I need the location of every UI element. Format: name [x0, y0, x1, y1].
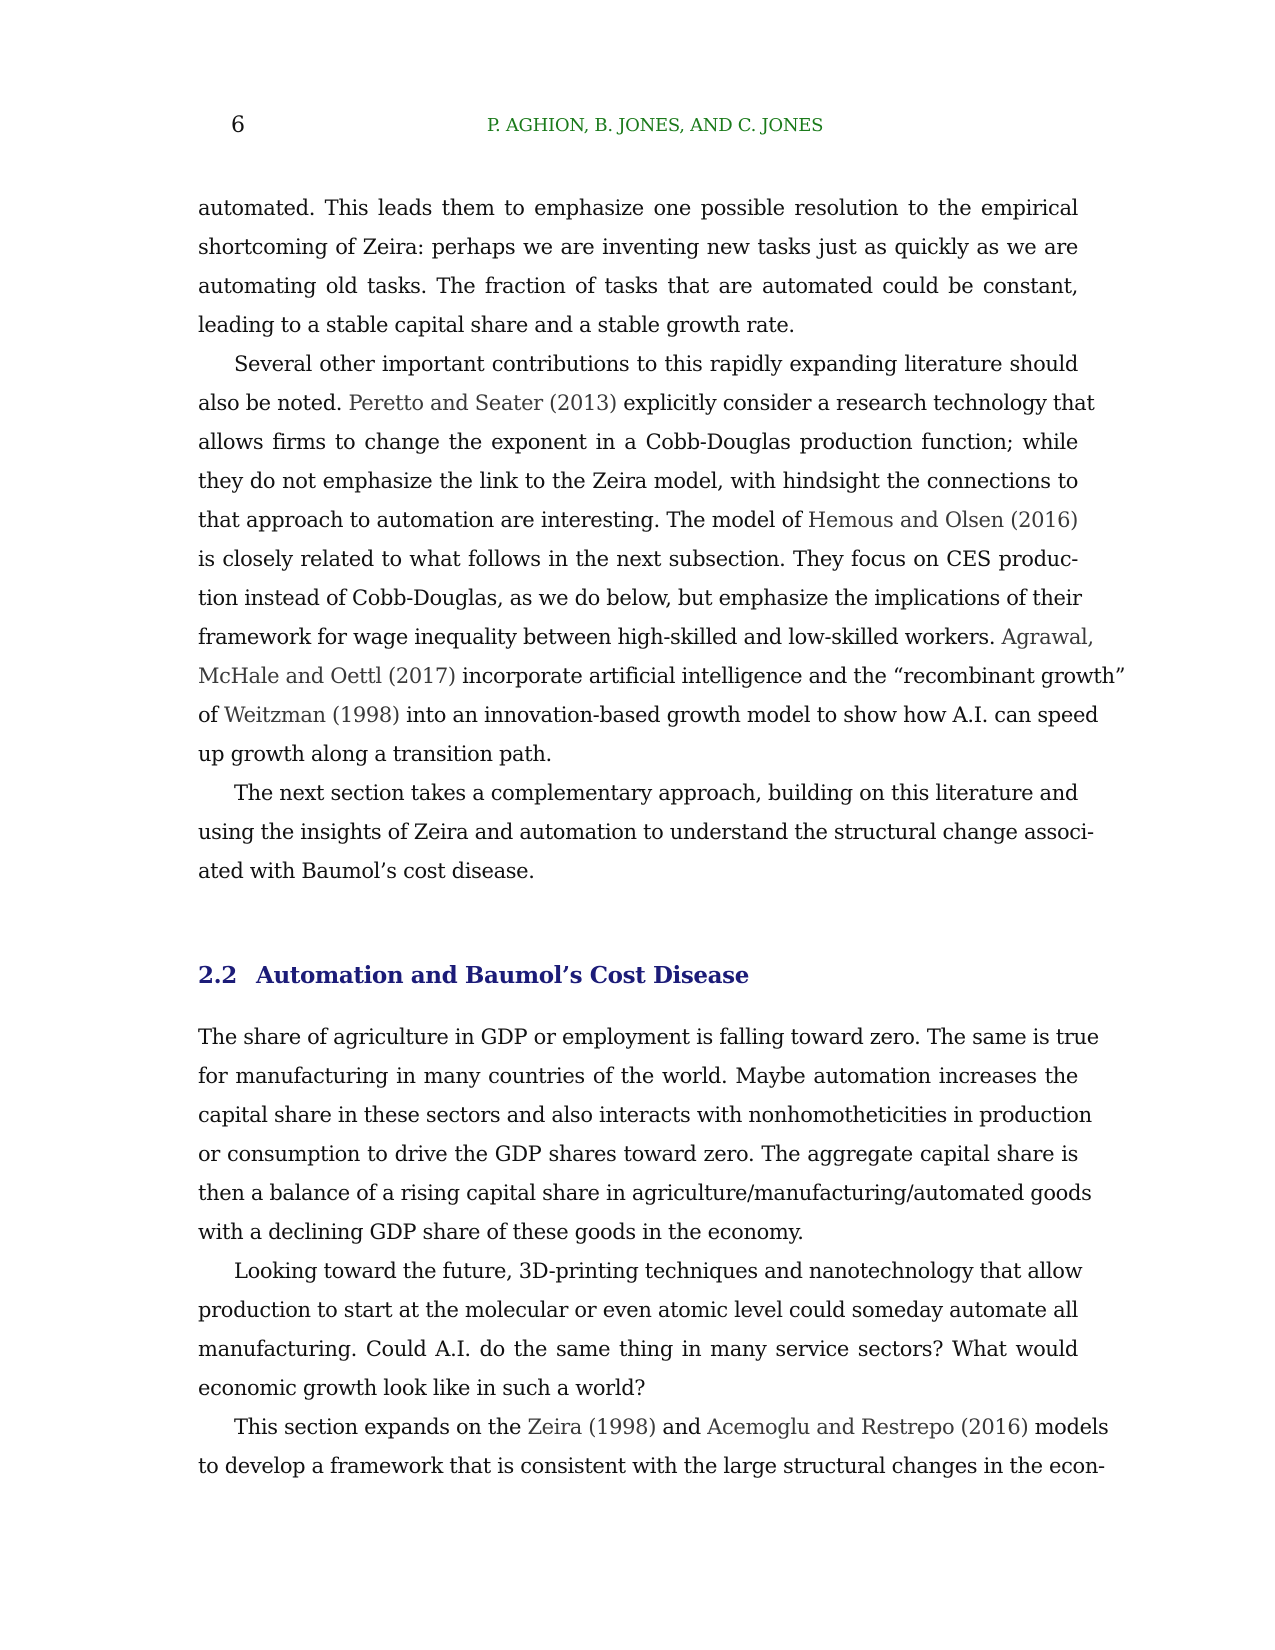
text-line: to develop a framework that is consistent with the large structural changes in the econ-	[198, 1454, 1105, 1478]
page-header	[0, 113, 1275, 143]
citation-link[interactable]: Weitzman (1998)	[224, 703, 400, 727]
citation-link[interactable]: Agrawal,	[1001, 625, 1094, 649]
page-number: 6	[231, 113, 245, 138]
text-line: allows firms to change the exponent in a Cobb-Douglas production function; while	[198, 430, 1078, 454]
text: framework for wage inequality between high-skilled and low-skilled workers.	[198, 625, 1002, 649]
text-line: tion instead of Cobb-Douglas, as we do below, but emphasize the implications of their	[198, 586, 1082, 610]
citation-link[interactable]: McHale and Oettl (2017)	[198, 664, 456, 688]
text-line	[198, 501, 1078, 540]
text-line: then a balance of a rising capital share in agriculture/manufacturing/automated goods	[198, 1181, 1092, 1205]
running-head: P. AGHION, B. JONES, AND C. JONES	[486, 115, 824, 136]
text-line: The share of agriculture in GDP or employment is falling toward zero. The same is true	[198, 1025, 1099, 1049]
text-line: they do not emphasize the link to the Zeira model, with hindsight the connections to	[198, 469, 1078, 493]
text: incorporate artificial intelligence and the “recombinant growth”	[455, 664, 1126, 688]
text: models	[1028, 1415, 1109, 1439]
text: into an innovation-based growth model to show how A.I. can speed	[399, 703, 1099, 727]
text-line: manufacturing. Could A.I. do the same thing in many service sectors? What would	[198, 1337, 1078, 1361]
body-text-before-section	[198, 189, 1126, 891]
text-line: or consumption to drive the GDP shares toward zero. The aggregate capital share is	[198, 1142, 1078, 1166]
text-line: production to start at the molecular or even atomic level could someday automate all	[198, 1298, 1078, 1322]
text-line: The next section takes a complementary approach, building on this literature and	[234, 781, 1078, 805]
text: also be noted.	[198, 391, 349, 415]
text-line	[198, 1408, 1109, 1447]
text-line	[198, 618, 1094, 657]
text-line: automated. This leads them to emphasize one possible resolution to the empirical	[198, 196, 1078, 220]
text-line: Several other important contributions to this rapidly expanding literature should	[234, 352, 1078, 376]
text-line: economic growth look like in such a world?	[198, 1376, 646, 1400]
paragraph	[198, 774, 1094, 891]
text: This section expands on the	[234, 1415, 528, 1439]
section-number: 2.2	[198, 962, 237, 989]
paragraph	[198, 189, 1078, 345]
text-line	[198, 657, 1126, 696]
paragraph	[198, 1018, 1099, 1252]
text-line	[198, 384, 1095, 423]
text: explicitly consider a research technology that	[616, 391, 1095, 415]
citation-link[interactable]: Zeira (1998)	[527, 1415, 657, 1439]
text-line: capital share in these sectors and also interacts with nonhomotheticities in production	[198, 1103, 1092, 1127]
paragraph	[198, 1408, 1109, 1486]
citation-link[interactable]: Acemoglu and Restrepo (2016)	[707, 1415, 1029, 1439]
text-line: with a declining GDP share of these goods in the economy.	[198, 1220, 804, 1244]
text-line: using the insights of Zeira and automation to understand the structural change associ-	[198, 820, 1094, 844]
section-title: Automation and Baumol’s Cost Disease	[256, 962, 749, 989]
text-line: shortcoming of Zeira: perhaps we are inventing new tasks just as quickly as we are	[198, 235, 1078, 259]
text-line: automating old tasks. The fraction of tasks that are automated could be constant,	[198, 274, 1078, 298]
text-line: up growth along a transition path.	[198, 742, 552, 766]
body-text-section	[198, 1018, 1109, 1486]
text: and	[656, 1415, 708, 1439]
citation-link[interactable]: Peretto and Seater (2013)	[348, 391, 617, 415]
section-heading	[198, 962, 749, 989]
text-line: ated with Baumol’s cost disease.	[198, 859, 535, 883]
text: that approach to automation are interesting. The model of	[198, 508, 808, 532]
paragraph	[198, 1252, 1083, 1408]
text: of	[198, 703, 225, 727]
text-line: for manufacturing in many countries of the world. Maybe automation increases the	[198, 1064, 1078, 1088]
citation-link[interactable]: Hemous and Olsen (2016)	[807, 508, 1078, 532]
text-line	[198, 696, 1099, 735]
text-line: Looking toward the future, 3D-printing techniques and nanotechnology that allow	[234, 1259, 1083, 1283]
paragraph	[198, 345, 1126, 774]
text-line: is closely related to what follows in the next subsection. They focus on CES produc-	[198, 547, 1078, 571]
text-line: leading to a stable capital share and a stable growth rate.	[198, 313, 795, 337]
